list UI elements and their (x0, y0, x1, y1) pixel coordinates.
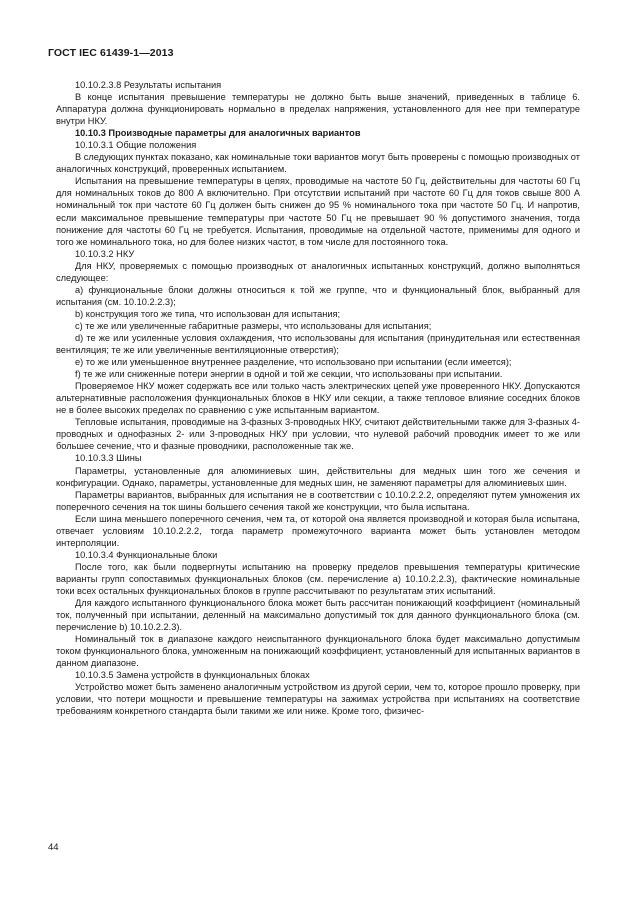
section-heading: 10.10.2.3.8 Результаты испытания (75, 80, 222, 90)
paragraph: Для каждого испытанного функционального блока может быть рассчитан понижающий коэффициент (номинальный ток, полученный при испытании, деленный на максимально допустимый ток для данного функционального блока (см. перечисление b) 10.10.2.2.3). (56, 598, 580, 633)
paragraph: Параметры вариантов, выбранных для испытания не в соответствии с 10.10.2.2.2, определяют путем умножения их поперечного сечения на ток шины большего сечения такой же конструкции, что была испытана. (56, 489, 580, 512)
list-item: a) функциональные блоки должны относиться к той же группе, что и функциональный блок, выбранный для испытания (см. 10.10.2.2.3); (56, 284, 580, 307)
section-heading: 10.10.3.4 Функциональные блоки (75, 549, 218, 560)
document-header: ГОСТ IEC 61439-1—2013 (48, 47, 174, 59)
paragraph: Тепловые испытания, проводимые на 3-фазных 3-проводных НКУ, считают действительными также для 3-фазных 4-проводных и однофазных 2- или 3-проводных НКУ при условии, что нулевой рабочий проводник имеет то же или большее сечение, что и фазные проводники, расположенные так же. (56, 417, 580, 452)
paragraph: Устройство может быть заменено аналогичным устройством из другой серии, чем то, которое прошло проверку, при условии, что потери мощности и превышение температуры на зажимах устройства при испытаниях на соответствие требованиям конкретного стандарта были такими же или ниже. Кроме того, физичес- (56, 682, 580, 717)
list-item: f) те же или сниженные потери энергии в одной и той же секции, что использованы при испытании. (75, 369, 503, 380)
paragraph: Параметры, установленные для алюминиевых шин, действительны для медных шин того же сечения и конфигурации. Однако, параметры, установленные для медных шин, не заменяют параметры для алюминиевых шин. (56, 465, 580, 488)
page-number: 44 (48, 842, 59, 853)
section-heading: 10.10.3.2 НКУ (75, 248, 135, 259)
paragraph: Для НКУ, проверяемых с помощью производных от аналогичных испытанных конструкций, должно выполняться следующее: (56, 260, 580, 283)
paragraph: Испытания на превышение температуры в цепях, проводимые на частоте 50 Гц, действительны для частоты 60 Гц для номинальных токов до 800 А включительно. При отсутствии испытаний при частоте 60 Гц для токов свыше 800 А номинальный ток при частоте 60 Гц должен быть снижен до 95 % номинального тока при частоте 50 Гц. И напротив, если максимальное превышение температуры при частоте 50 Гц не превышает 90 % допустимого значения, тогда понижение для частоты 60 Гц не требуется. Испытания, проводимые на отдельной частоте, применимы для одного и того же номинального тока, но для более низких частот, в том числе для постоянного тока. (56, 176, 580, 247)
paragraph: Проверяемое НКУ может содержать все или только часть электрических цепей уже проверенного НКУ. Допускаются альтернативные расположения функциональных блоков в НКУ или секции, а также тепловое влияние соседних блоков не в более высоких пределах по сравнению с уже испытанным вариантом. (56, 381, 580, 416)
document-body (56, 79, 580, 717)
section-heading: 10.10.3.1 Общие положения (75, 140, 197, 151)
section-heading: 10.10.3.3 Шины (75, 453, 142, 464)
paragraph: В следующих пунктах показано, как номинальные токи вариантов могут быть проверены с помощью производных от аналогичных конструкций, проверенных испытанием. (56, 152, 580, 175)
section-heading: 10.10.3.5 Замена устройств в функциональных блоках (75, 670, 310, 681)
paragraph: Номинальный ток в диапазоне каждого неиспытанного функционального блока будет максимально допустимым током функционального блока, умноженным на понижающий коэффициент, установленный для испытанных вариантов в данном диапазоне. (56, 634, 580, 669)
list-item: c) те же или увеличенные габаритные размеры, что использованы для испытания; (75, 320, 432, 331)
paragraph: После того, как были подвергнуты испытанию на проверку пределов превышения температуры критические варианты групп сопоставимых функциональных блоков (см. перечисление a) 10.10.2.2.3), фактические номинальные токи всех остальных функциональных блоков в группе рассчитывают по результатам этих испытаний. (56, 561, 580, 596)
list-item: b) конструкция того же типа, что использован для испытания; (75, 308, 341, 319)
paragraph: Если шина меньшего поперечного сечения, чем та, от которой она является производной и которая была испытана, отвечает условиям 10.10.2.2.2, тогда параметр промежуточного варианта может быть установлен методом интерполяции. (56, 513, 580, 548)
list-item: d) те же или усиленные условия охлаждения, что использованы для испытания (принудительная или естественная вентиляция; те же или увеличенные вентиляционные отверстия); (56, 332, 580, 356)
list-item: e) то же или уменьшенное внутреннее разделение, что использовано при испытании (если имеется); (75, 357, 512, 368)
section-heading: 10.10.3 Производные параметры для аналогичных вариантов (75, 128, 361, 139)
paragraph: В конце испытания превышение температуры не должно быть выше значений, приведенных в таблице 6. Аппаратура должна функционировать нормально в пределах напряжения, установленного для нее при температуре внутри НКУ. (56, 92, 580, 127)
